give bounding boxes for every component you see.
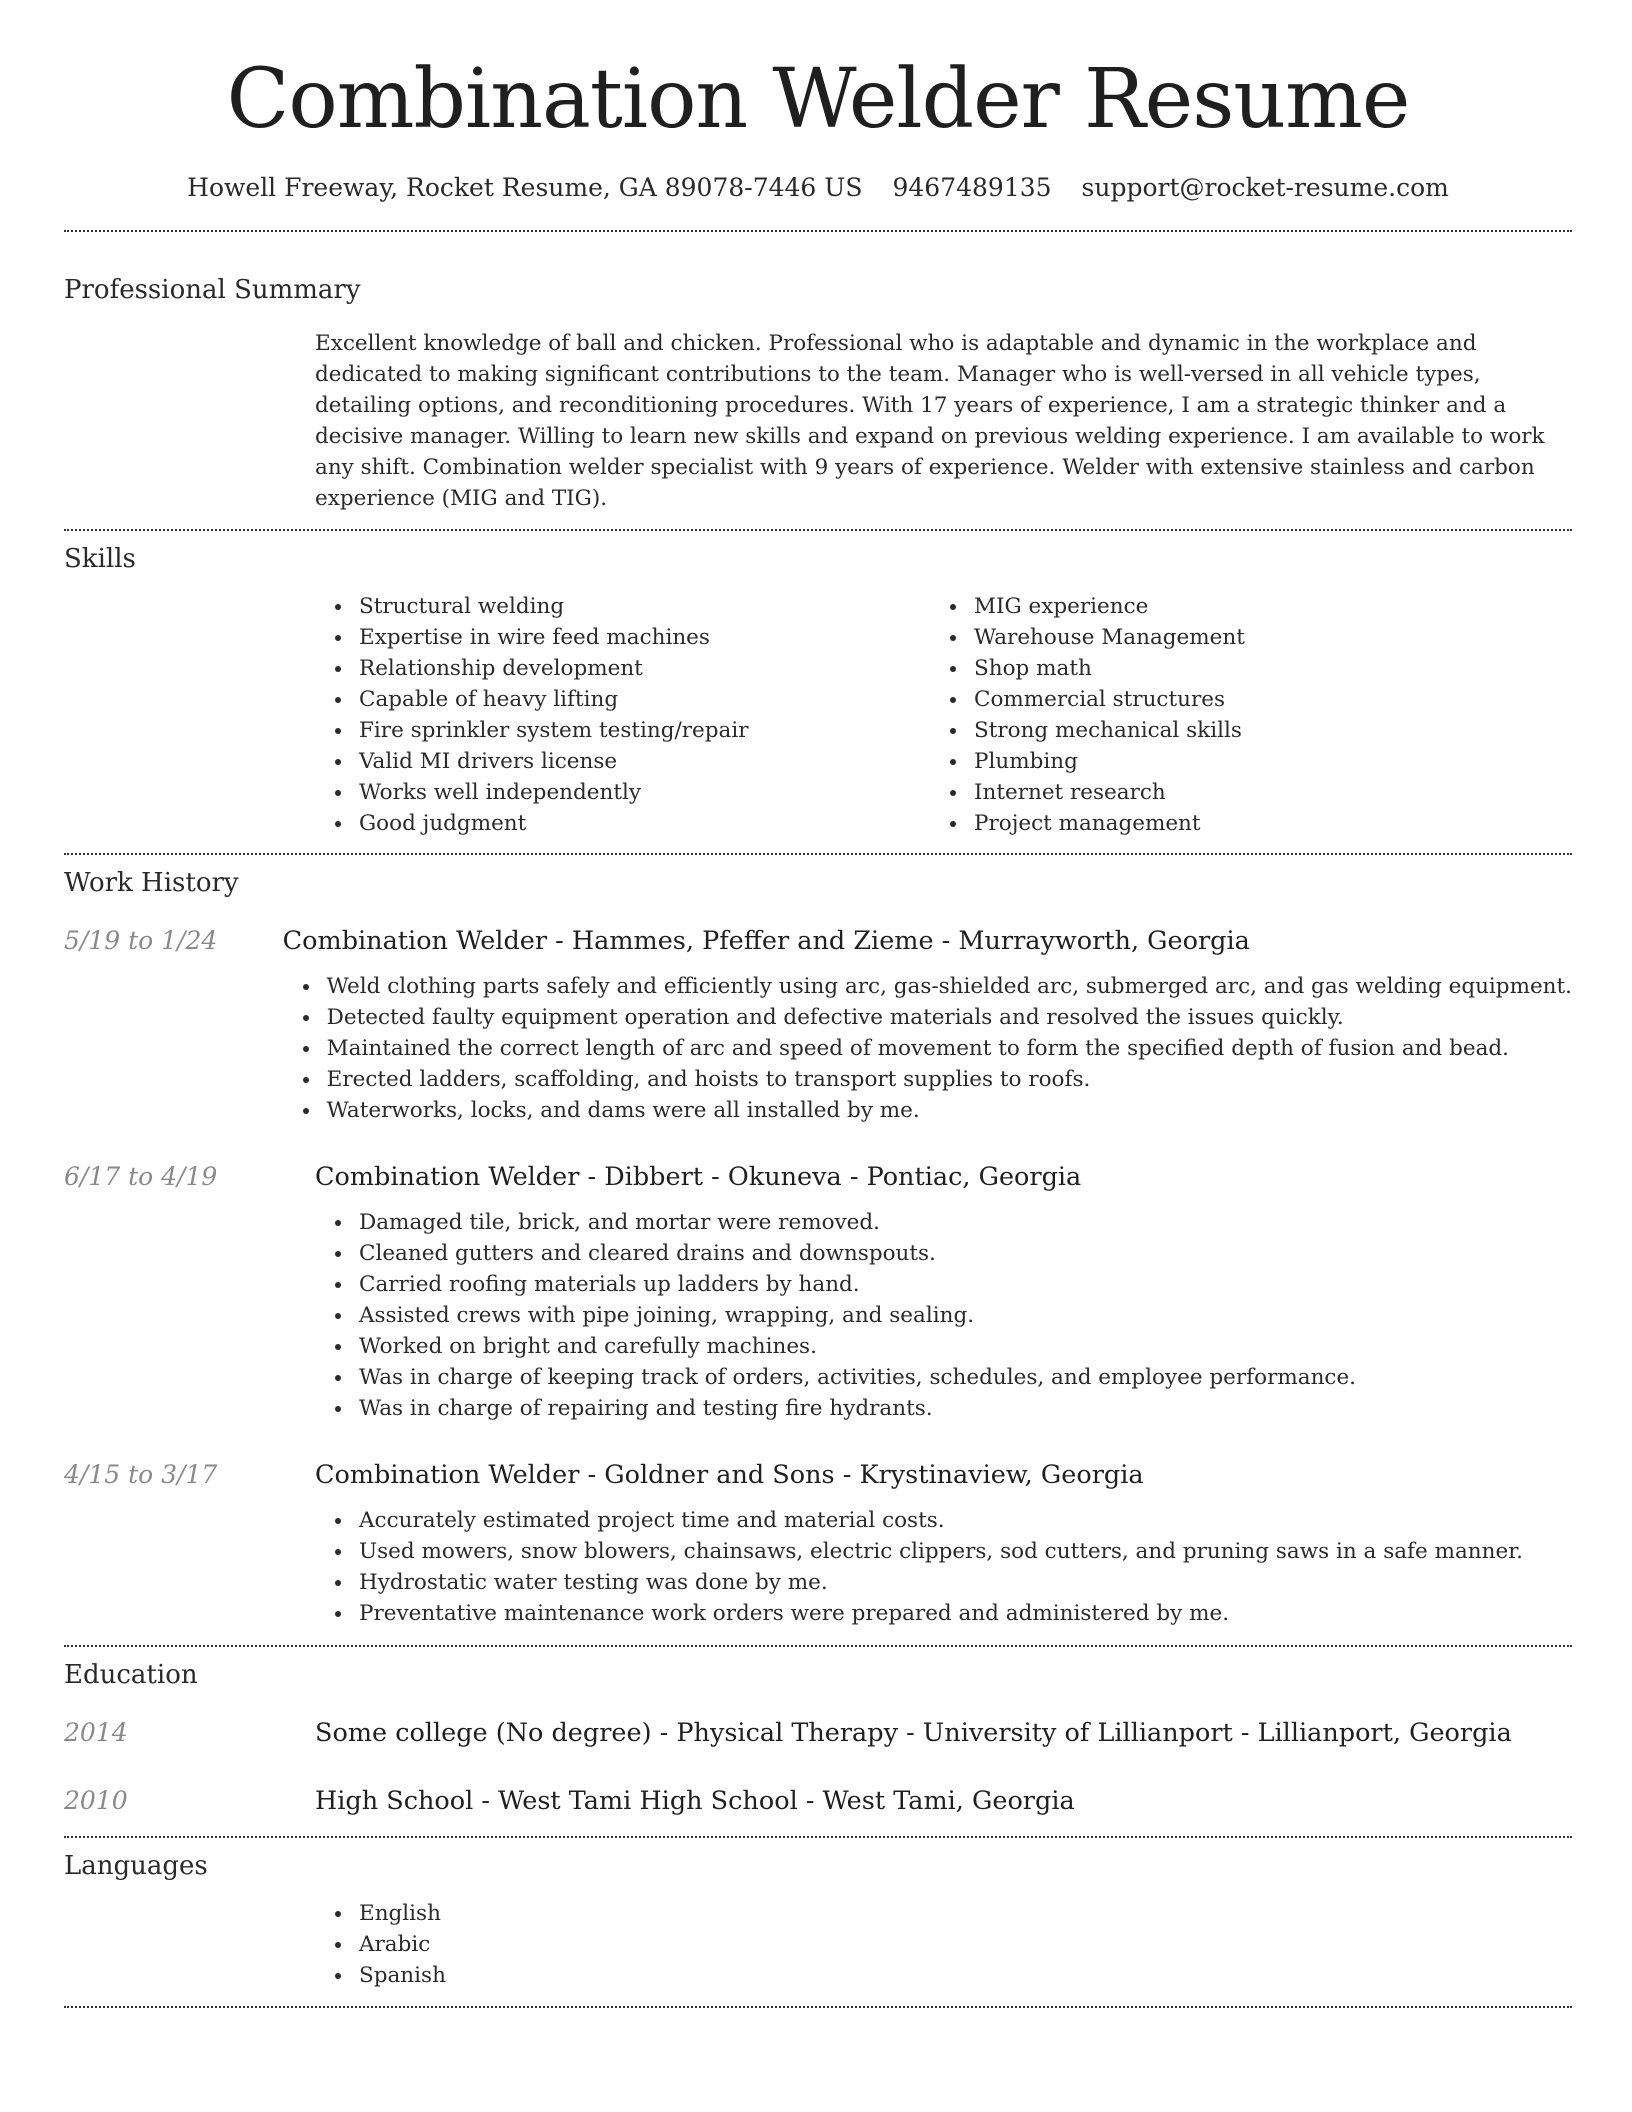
skill-item: Commercial structures: [930, 684, 1545, 715]
job-details: [315, 1159, 1572, 1424]
language-item: English: [315, 1898, 1572, 1929]
job-entry: [64, 923, 1572, 1126]
job-bullet: Was in charge of repairing and testing fire hydrants.: [315, 1393, 1572, 1424]
education-detail: High School - West Tami High School - West Tami, Georgia: [315, 1786, 1075, 1816]
divider: [64, 853, 1572, 855]
job-details: [283, 923, 1572, 1126]
education-year: 2014: [64, 1718, 128, 1747]
skill-item: Project management: [930, 808, 1545, 839]
job-bullet: Waterworks, locks, and dams were all installed by me.: [283, 1095, 1572, 1126]
skills-column-left: [315, 591, 930, 839]
skills-column-right: [930, 591, 1545, 839]
contact-address: Howell Freeway, Rocket Resume, GA 89078-7446 US: [187, 173, 863, 202]
skill-item: Plumbing: [930, 746, 1545, 777]
skill-item: Expertise in wire feed machines: [315, 622, 930, 653]
job-title: Combination Welder - Hammes, Pfeffer and Zieme - Murrayworth, Georgia: [282, 926, 1250, 956]
resume-page: [64, 0, 1572, 2008]
contact-phone: 9467489135: [892, 173, 1052, 202]
section-title-work: Work History: [64, 868, 239, 898]
job-details: [315, 1457, 1572, 1629]
divider: [64, 1836, 1572, 1838]
education-year: 2010: [64, 1786, 128, 1815]
section-title-languages: Languages: [64, 1851, 208, 1881]
job-bullet: Hydrostatic water testing was done by me.: [315, 1567, 1572, 1598]
job-bullet: Carried roofing materials up ladders by hand.: [315, 1269, 1572, 1300]
job-bullet: Cleaned gutters and cleared drains and downspouts.: [315, 1238, 1572, 1269]
skill-item: Internet research: [930, 777, 1545, 808]
skills-list: [315, 591, 1572, 839]
job-bullet: Maintained the correct length of arc and speed of movement to form the specified depth of fusion and bead.: [283, 1033, 1572, 1064]
languages-list: [315, 1898, 1572, 1991]
skill-item: Relationship development: [315, 653, 930, 684]
skill-item: Capable of heavy lifting: [315, 684, 930, 715]
divider: [64, 1645, 1572, 1647]
job-bullet: Detected faulty equipment operation and defective materials and resolved the issues quickly.: [283, 1002, 1572, 1033]
skill-item: Structural welding: [315, 591, 930, 622]
job-bullets: [283, 971, 1572, 1126]
job-bullet: Weld clothing parts safely and efficiently using arc, gas-shielded arc, submerged arc, and gas welding equipment.: [283, 971, 1572, 1002]
divider: [64, 529, 1572, 531]
job-bullet: Erected ladders, scaffolding, and hoists to transport supplies to roofs.: [283, 1064, 1572, 1095]
job-bullet: Was in charge of keeping track of orders, activities, schedules, and employee performance.: [315, 1362, 1572, 1393]
divider: [64, 2006, 1572, 2008]
divider: [64, 230, 1572, 232]
skill-item: Strong mechanical skills: [930, 715, 1545, 746]
job-bullet: Worked on bright and carefully machines.: [315, 1331, 1572, 1362]
education-entry: [64, 1715, 1572, 1751]
skill-item: MIG experience: [930, 591, 1545, 622]
job-bullets: [315, 1207, 1572, 1424]
job-dates: 6/17 to 4/19: [64, 1162, 218, 1191]
skill-item: Works well independently: [315, 777, 930, 808]
job-bullet: Preventative maintenance work orders were prepared and administered by me.: [315, 1598, 1572, 1629]
resume-title: Combination Welder Resume: [226, 52, 1410, 147]
job-bullet: Assisted crews with pipe joining, wrapping, and sealing.: [315, 1300, 1572, 1331]
skill-item: Fire sprinkler system testing/repair: [315, 715, 930, 746]
job-entry: [64, 1457, 1572, 1629]
job-bullet: Accurately estimated project time and material costs.: [315, 1505, 1572, 1536]
summary-text: Excellent knowledge of ball and chicken. Professional who is adaptable and dynamic in the workplace and dedicated to making significant contributions to the team. Manager who is well-versed in all vehicle types, detailing options, and reconditioning procedures. With 17 years of experience, I am a strategic thinker and a decisive manager. Willing to learn new skills and expand on previous welding experience. I am available to work any shift. Combination welder specialist with 9 years of experience. Welder with extensive stainless and carbon experience (MIG and TIG).: [315, 331, 1545, 511]
job-bullet: Used mowers, snow blowers, chainsaws, electric clippers, sod cutters, and pruning saws in a safe manner.: [315, 1536, 1572, 1567]
language-item: Arabic: [315, 1929, 1572, 1960]
job-bullets: [315, 1505, 1572, 1629]
skill-item: Valid MI drivers license: [315, 746, 930, 777]
education-detail: Some college (No degree) - Physical Therapy - University of Lillianport - Lillianport, Georgia: [315, 1718, 1512, 1748]
contact-email: support@rocket-resume.com: [1081, 173, 1449, 202]
skill-item: Shop math: [930, 653, 1545, 684]
job-title: Combination Welder - Dibbert - Okuneva - Pontiac, Georgia: [315, 1162, 1082, 1192]
education-entry: [64, 1783, 1572, 1819]
skill-item: Good judgment: [315, 808, 930, 839]
job-dates: 4/15 to 3/17: [64, 1460, 218, 1489]
contact-line: [64, 168, 1572, 208]
section-title-skills: Skills: [64, 544, 136, 574]
job-title: Combination Welder - Goldner and Sons - Krystinaview, Georgia: [315, 1460, 1144, 1490]
section-title-education: Education: [64, 1660, 198, 1690]
job-dates: 5/19 to 1/24: [64, 926, 218, 955]
language-item: Spanish: [315, 1960, 1572, 1991]
job-bullet: Damaged tile, brick, and mortar were removed.: [315, 1207, 1572, 1238]
skill-item: Warehouse Management: [930, 622, 1545, 653]
section-title-summary: Professional Summary: [64, 275, 361, 305]
job-entry: [64, 1159, 1572, 1424]
